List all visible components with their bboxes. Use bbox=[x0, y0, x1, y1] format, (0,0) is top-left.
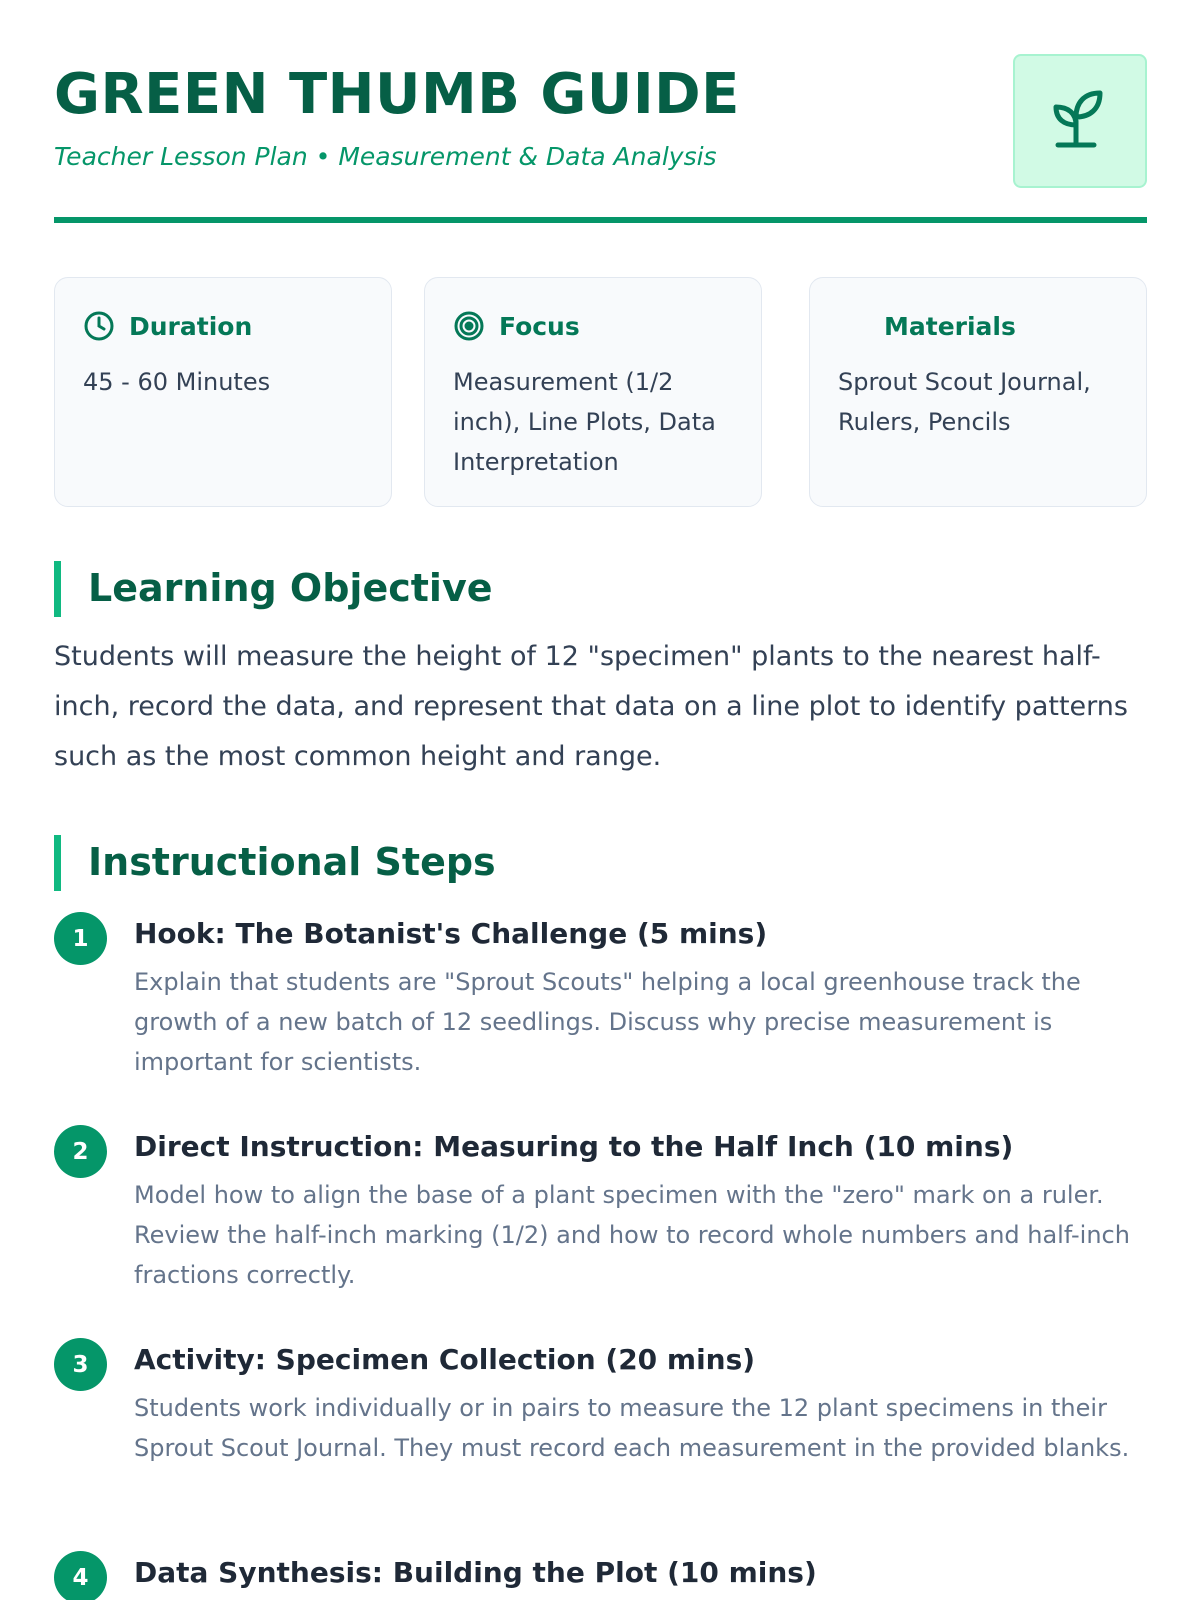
step-description: Students work individually or in pairs to measure the 12 plant specimens in their Sprout Scout Journal. They must record each measurement in the provided blanks. bbox=[134, 1394, 1130, 1462]
logo bbox=[1013, 54, 1147, 188]
section-instructional-steps bbox=[54, 835, 1147, 891]
clock-icon bbox=[83, 310, 115, 342]
card-title: Materials bbox=[884, 311, 1016, 341]
lesson-plan-page bbox=[54, 0, 1147, 1600]
card-body: 45 - 60 Minutes bbox=[83, 368, 271, 396]
section-title: Learning Objective bbox=[88, 566, 493, 610]
card-body: Sprout Scout Journal, Rulers, Pencils bbox=[838, 368, 1091, 436]
page-subtitle: Teacher Lesson Plan • Measurement & Data Analysis bbox=[54, 142, 717, 171]
card-title: Duration bbox=[129, 311, 253, 341]
info-card-duration bbox=[54, 277, 392, 507]
step-number-badge: 4 bbox=[54, 1551, 107, 1600]
step-number-badge: 2 bbox=[54, 1125, 107, 1178]
objective-text: Students will measure the height of 12 "specimen" plants to the nearest half-inch, record the data, and represent that data on a line plot to identify patterns such as the most common height and range. bbox=[54, 641, 1128, 772]
info-card-focus bbox=[424, 277, 762, 507]
page-title: GREEN THUMB GUIDE bbox=[54, 62, 740, 127]
info-cards bbox=[54, 277, 1147, 507]
section-accent-bar bbox=[54, 561, 61, 617]
target-icon bbox=[453, 310, 485, 342]
header bbox=[54, 52, 1147, 224]
materials-icon bbox=[838, 310, 870, 342]
step-number-badge: 1 bbox=[54, 912, 107, 965]
step-title: Data Synthesis: Building the Plot (10 mins) bbox=[134, 1556, 817, 1589]
step-description: Explain that students are "Sprout Scouts" helping a local greenhouse track the growth of a new batch of 12 seedlings. Discuss why precise measurement is important for scientists. bbox=[134, 968, 1081, 1076]
sprout-icon bbox=[1048, 87, 1112, 155]
header-divider bbox=[54, 217, 1147, 223]
step-title: Activity: Specimen Collection (20 mins) bbox=[134, 1343, 756, 1376]
step-title: Hook: The Botanist's Challenge (5 mins) bbox=[134, 917, 768, 950]
section-title: Instructional Steps bbox=[88, 840, 496, 884]
step-number-badge: 3 bbox=[54, 1338, 107, 1391]
info-card-materials bbox=[809, 277, 1147, 507]
card-body: Measurement (1/2 inch), Line Plots, Data Interpretation bbox=[453, 368, 716, 476]
card-title: Focus bbox=[499, 311, 580, 341]
step-title: Direct Instruction: Measuring to the Half Inch (10 mins) bbox=[134, 1130, 1014, 1163]
section-accent-bar bbox=[54, 835, 61, 891]
step-description: Model how to align the base of a plant specimen with the "zero" mark on a ruler. Review the half-inch marking (1/2) and how to record whole numbers and half-inch fractions correctly. bbox=[134, 1181, 1130, 1289]
section-learning-objective bbox=[54, 561, 1147, 617]
